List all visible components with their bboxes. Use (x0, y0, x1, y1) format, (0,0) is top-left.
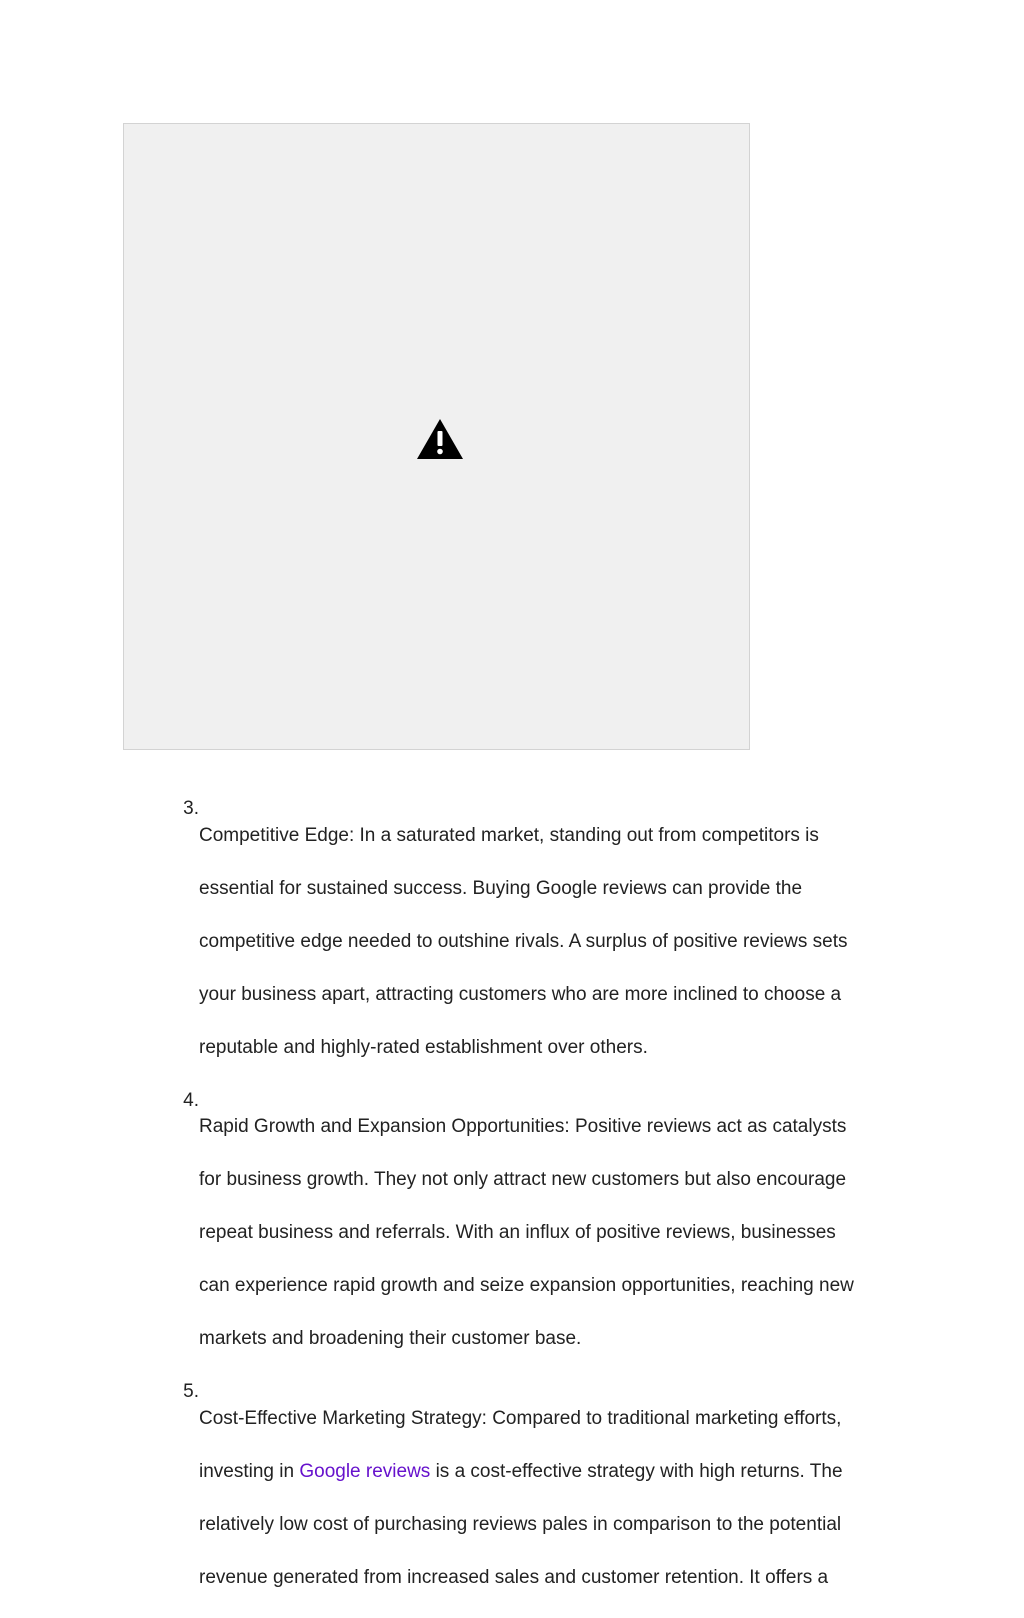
list-item-line: Competitive Edge: In a saturated market, standing out from competitors is (199, 824, 819, 846)
list-item-text (199, 1379, 900, 1618)
list-item-line: competitive edge needed to outshine rivals. A surplus of positive reviews sets (199, 930, 848, 952)
text-after-link: is a cost-effective strategy with high returns. The (430, 1460, 843, 1482)
broken-image-placeholder (123, 123, 750, 750)
list-item-line: markets and broadening their customer base. (199, 1328, 582, 1349)
list-item-number: 5. (183, 1381, 199, 1402)
list-item-line: revenue generated from increased sales and customer retention. It offers a (199, 1566, 829, 1588)
list-item-3 (160, 796, 900, 1088)
text-before-link: investing in (199, 1460, 300, 1482)
list-item-line: Cost-Effective Marketing Strategy: Compared to traditional marketing efforts, (199, 1407, 842, 1429)
list-item-4 (160, 1088, 900, 1380)
list-item-line: relatively low cost of purchasing reviews pales in comparison to the potential (199, 1513, 842, 1535)
list-item-line (199, 1459, 900, 1486)
warning-triangle-icon (416, 418, 464, 460)
list-item-text (199, 796, 900, 1088)
list-item-number: 3. (183, 798, 199, 819)
list-item-line: Rapid Growth and Expansion Opportunities: Positive reviews act as catalysts (199, 1116, 847, 1137)
list-item-text (199, 1088, 900, 1380)
list-item-line: can experience rapid growth and seize expansion opportunities, reaching new (199, 1275, 854, 1296)
numbered-list (160, 796, 900, 1618)
list-item-line: repeat business and referrals. With an influx of positive reviews, businesses (199, 1222, 836, 1243)
list-item-line: for business growth. They not only attract new customers but also encourage (199, 1169, 847, 1190)
list-item-line: your business apart, attracting customers who are more inclined to choose a (199, 983, 842, 1005)
google-reviews-link[interactable]: Google reviews (299, 1460, 431, 1482)
list-item-5 (160, 1379, 900, 1618)
list-item-line: essential for sustained success. Buying Google reviews can provide the (199, 877, 803, 899)
list-item-line: reputable and highly-rated establishment over others. (199, 1036, 648, 1058)
list-item-number: 4. (183, 1089, 199, 1111)
